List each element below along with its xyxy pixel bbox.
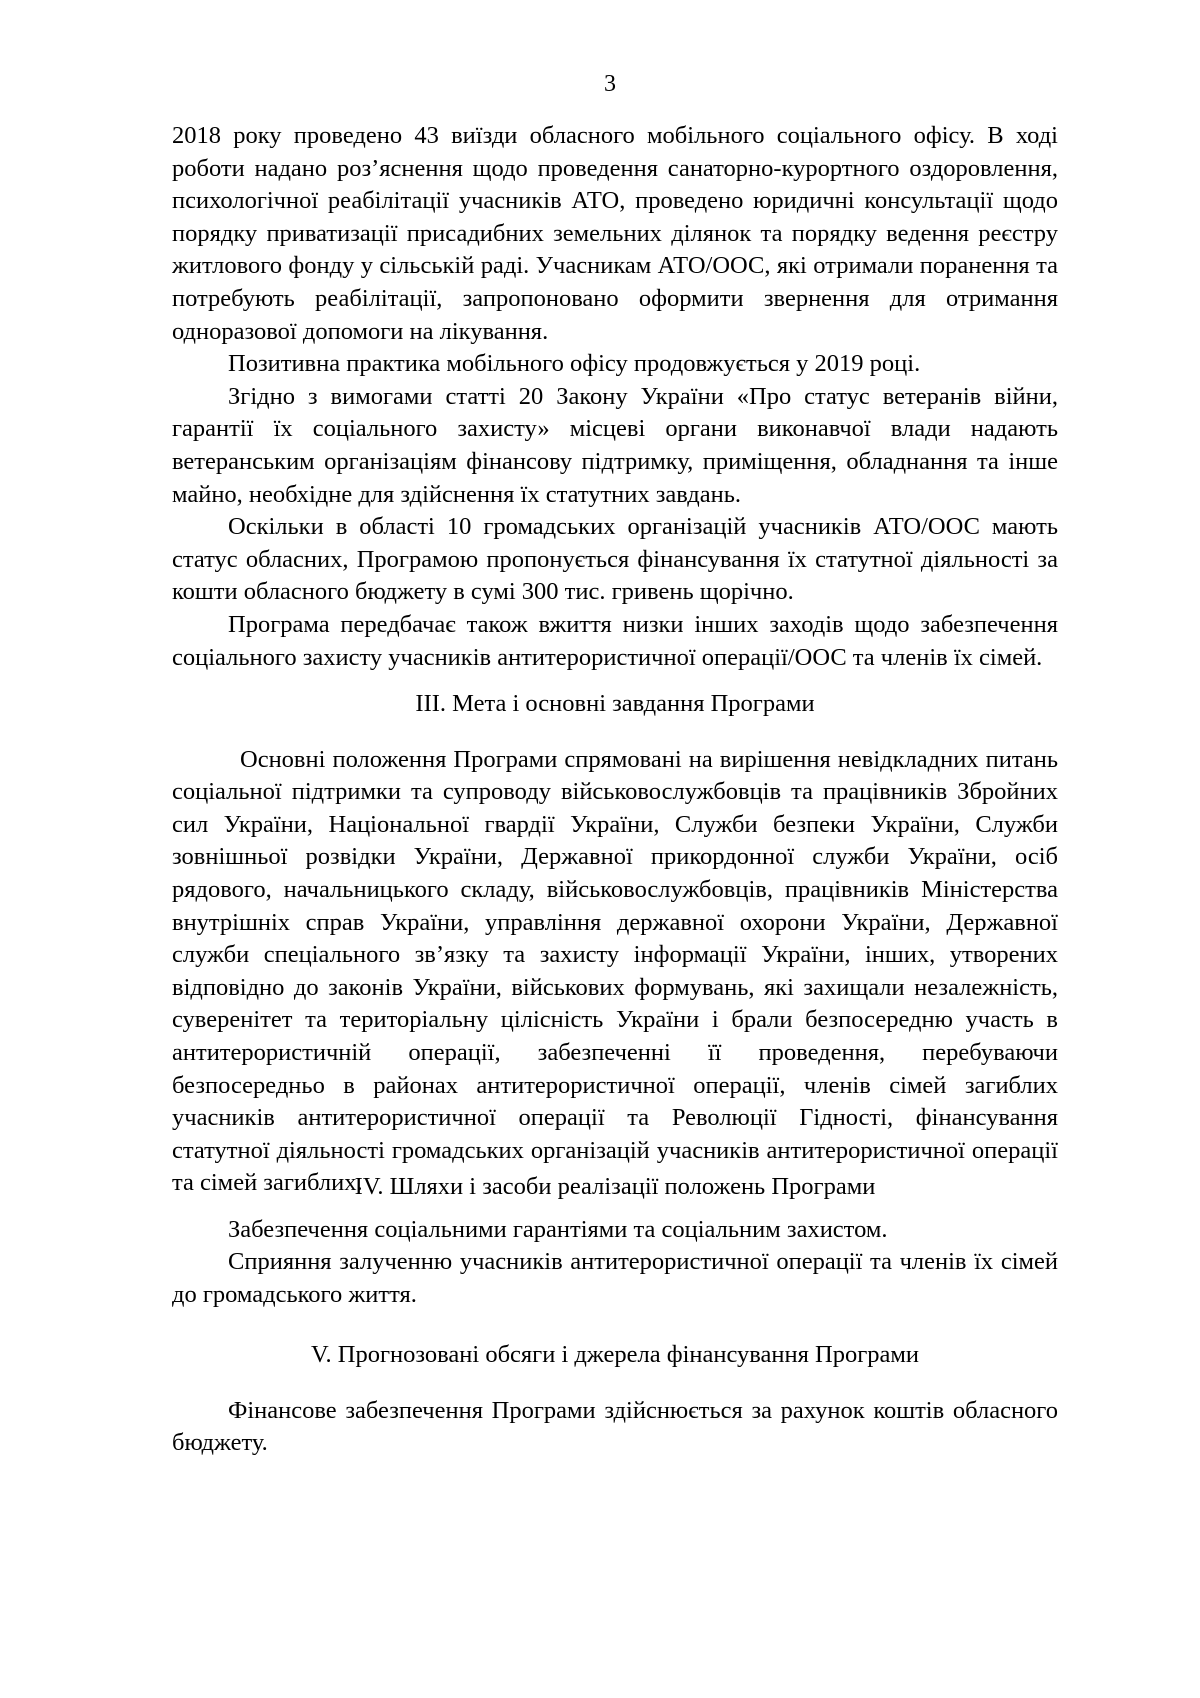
section-3 [172,688,1058,1200]
paragraph-funding-organizations: Оскільки в області 10 громадських організацій учасників АТО/ООС мають статус обласних, Програмою пропонується фінансування їх статутної діяльності за кошти обласного бюджету в сумі 300 тис. гривень щорічно. [172,513,1058,606]
section-5 [172,1339,1058,1460]
intro-block [172,120,1058,674]
section-4 [172,1171,1058,1311]
section-4-heading: IV. Шляхи і засоби реалізації положень Програми [354,1173,876,1200]
paragraph-positive-practice: Позитивна практика мобільного офісу продовжується у 2019 році. [228,350,921,378]
section-3-paragraph: Основні положення Програми спрямовані на вирішення невідкладних питань соціальної підтримки та супроводу військовослужбовців та працівників Збройних сил України, Національної гвардії України, Служби безпеки України, Служби зовнішньої розвідки України, Державної прикордонної служби України, осіб рядового, начальницького складу, військовослужбовців, працівників Міністерства внутрішніх справ України, управління державної охорони України, Державної служби спеціального зв’язку та захисту інформації України, інших, утворених відповідно до законів України, військових формувань, які захищали незалежність, суверенітет та територіальну цілісність України і брали безпосередню участь в антитерористичній операції, забезпеченні її проведення, перебуваючи безпосередньо в районах антитерористичної операції, членів сімей загиблих учасників антитерористичної операції та Революції Гідності, фінансування статутної діяльності громадських організацій учасників антитерористичної операції та сімей загиблих. [172,745,1058,1197]
paragraph-mobile-office: 2018 року проведено 43 виїзди обласного мобільного соціального офісу. В ході роботи надано роз’яснення щодо проведення санаторно-курортного оздоровлення, психологічної реабілітації учасників АТО, проведено юридичні консультації щодо порядку приватизації присадибних земельних ділянок та порядку ведення реєстру житлового фонду у сільській раді. Учасникам АТО/ООС, які отримали поранення та потребують реабілітації, запропоновано оформити звернення для отримання одноразової допомоги на лікування. [172,122,1058,345]
section-4-paragraph-1: Забезпечення соціальними гарантіями та соціальним захистом. [228,1215,888,1243]
section-3-heading: ІІІ. Мета і основні завдання Програми [415,690,815,717]
page-number: 3 [604,71,616,97]
section-5-paragraph: Фінансове забезпечення Програми здійснюється за рахунок коштів обласного бюджету. [172,1396,1058,1457]
paragraph-other-measures: Програма передбачає також вжиття низки інших заходів щодо забезпечення соціального захисту учасників антитерористичної операції/ООС та членів їх сімей. [172,610,1058,671]
section-4-paragraph-2: Сприяння залученню учасників антитерористичної операції та членів їх сімей до громадського життя. [172,1248,1058,1308]
section-5-heading: V. Прогнозовані обсяги і джерела фінансування Програми [310,1341,919,1368]
paragraph-law-article-20: Згідно з вимогами статті 20 Закону України «Про статус ветеранів війни, гарантії їх соціального захисту» місцеві органи виконавчої влади надають ветеранським організаціям фінансову підтримку, приміщення, обладнання та інше майно, необхідне для здійснення їх статутних завдань. [172,382,1058,508]
